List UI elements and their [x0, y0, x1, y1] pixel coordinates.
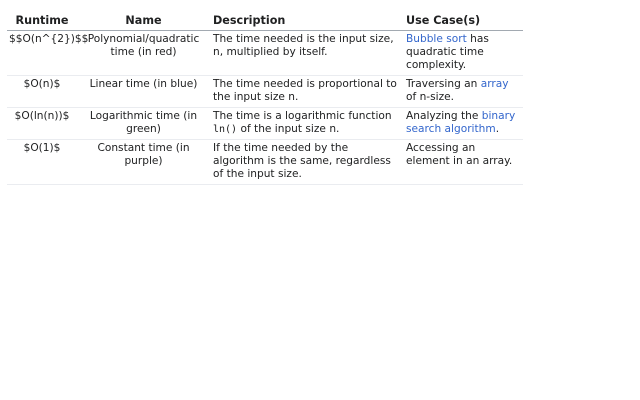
description-text: The time is a logarithmic function	[213, 110, 392, 122]
table-row	[7, 140, 523, 185]
bubble-sort-link[interactable]: Bubble sort	[406, 33, 467, 45]
ln-function-code: ln()	[213, 124, 238, 135]
use-case-cell	[403, 76, 523, 108]
use-case-text: Analyzing the	[406, 110, 482, 122]
runtime-cell: $$O(n^{2})$$	[7, 31, 77, 76]
header-runtime: Runtime	[7, 11, 77, 31]
runtime-cell: $O(1)$	[7, 140, 77, 185]
name-cell: Linear time (in blue)	[77, 76, 210, 108]
name-cell: Constant time (in purple)	[77, 140, 210, 185]
table-row	[7, 108, 523, 140]
description-text: of the input size n.	[237, 123, 340, 135]
use-case-text: .	[495, 123, 500, 135]
use-case-text: of n-size.	[406, 91, 455, 103]
header-use-cases: Use Case(s)	[403, 11, 523, 31]
runtime-cell: $O(n)$	[7, 76, 77, 108]
use-case-cell	[403, 108, 523, 140]
runtime-cell: $O(ln(n))$	[7, 108, 77, 140]
array-link[interactable]: array	[480, 78, 509, 90]
description-cell: If the time needed by the algorithm is the same, regardless of the input size.	[210, 140, 403, 185]
table-header-row	[7, 11, 523, 31]
name-cell: Logarithmic time (in green)	[77, 108, 210, 140]
use-case-text: Traversing an	[406, 78, 481, 90]
header-description: Description	[210, 11, 403, 31]
runtime-table	[7, 11, 523, 185]
description-cell	[210, 108, 403, 140]
description-cell: The time needed is proportional to the input size n.	[210, 76, 403, 108]
use-case-cell: Accessing an element in an array.	[403, 140, 523, 185]
table-row	[7, 31, 523, 76]
table-row	[7, 76, 523, 108]
use-case-text: has quadratic time complexity.	[406, 33, 489, 71]
description-cell: The time needed is the input size, n, multiplied by itself.	[210, 31, 403, 76]
header-name: Name	[77, 11, 210, 31]
use-case-cell	[403, 31, 523, 76]
name-cell: Polynomial/quadratic time (in red)	[77, 31, 210, 76]
binary-search-link[interactable]: binary search algorithm	[406, 110, 516, 135]
